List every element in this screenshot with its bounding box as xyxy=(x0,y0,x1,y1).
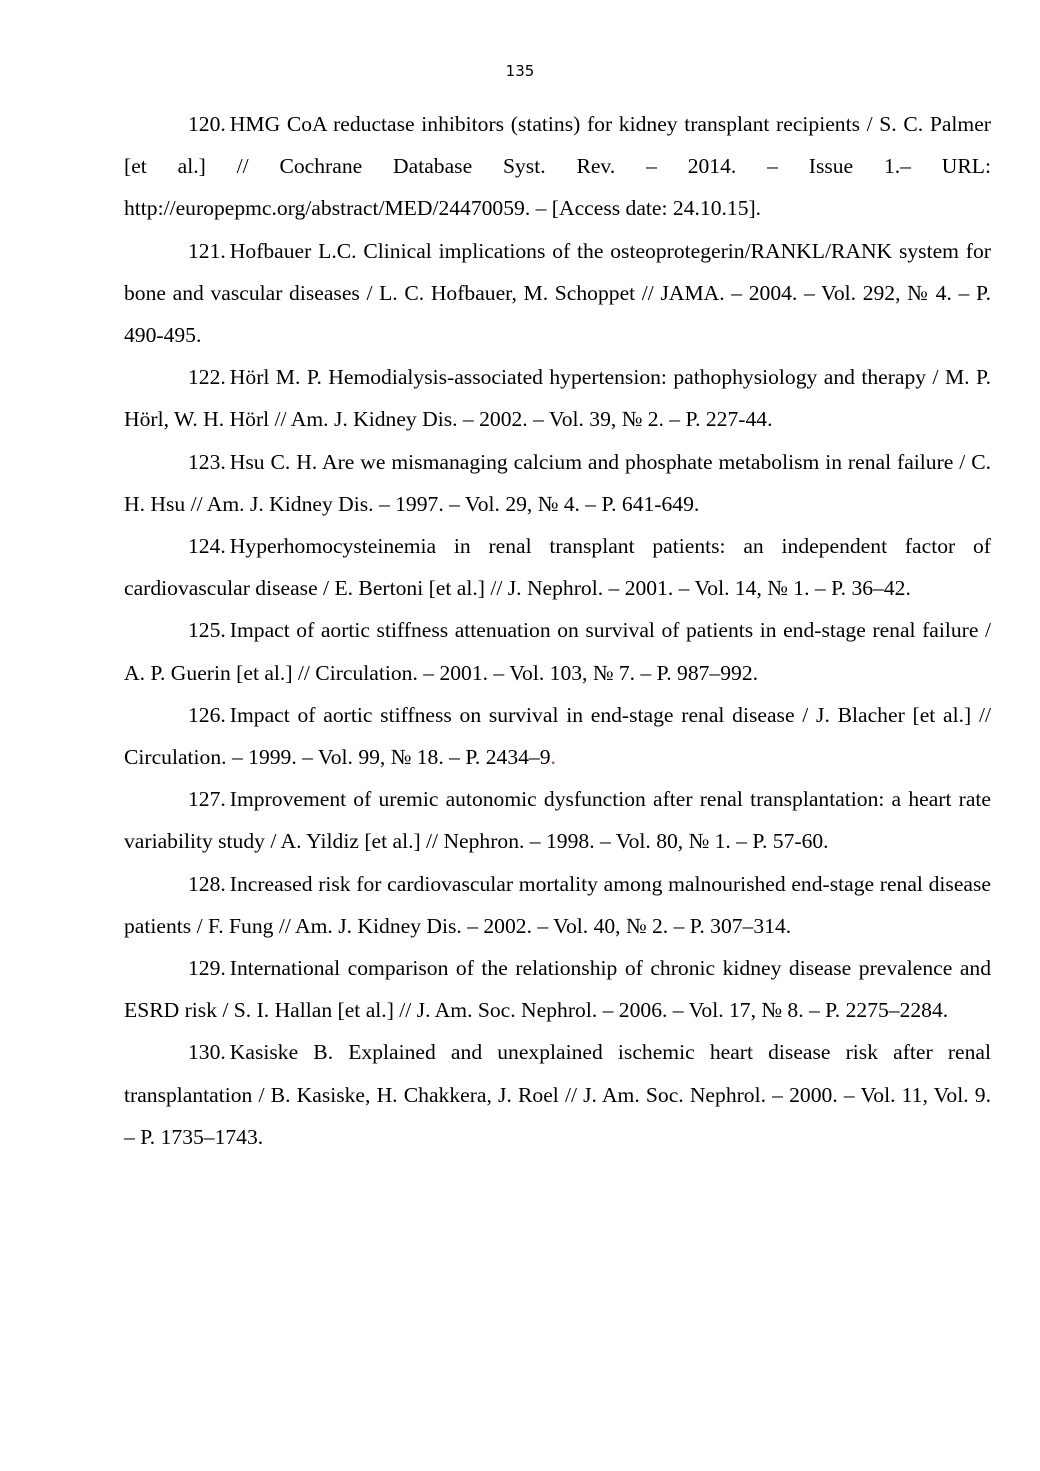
reference-text: Impact of aortic stiffness on survival in end-stage renal disease / J. Blacher [et al.] // Circulation. – 1999. – Vol. 99, № 18. – P. 2434–9 xyxy=(124,702,991,770)
reference-item xyxy=(124,441,991,525)
reference-number: 128. xyxy=(188,871,226,896)
reference-text: Hörl M. P. Hemodialysis-associated hypertension: pathophysiology and therapy / M. P. Hörl, W. H. Hörl // Am. J. Kidney Dis. – 2002. – Vol. 39, № 2. – P. 227-44. xyxy=(124,365,991,432)
reference-number: 127. xyxy=(188,787,226,812)
reference-item xyxy=(124,103,991,230)
reference-text: Hyperhomocysteinemia in renal transplant patients: an independent factor of cardiovascular disease / E. Bertoni [et al.] // J. Nephrol. – 2001. – Vol. 14, № 1. – P. 36–42. xyxy=(124,534,991,601)
reference-item xyxy=(124,356,991,440)
page-number: 135 xyxy=(505,62,535,80)
reference-number: 123. xyxy=(188,449,226,474)
reference-number: 122. xyxy=(188,365,226,390)
reference-number: 129. xyxy=(188,956,226,981)
reference-number: 126. xyxy=(188,702,226,727)
reference-text: Hofbauer L.C. Clinical implications of the osteoprotegerin/RANKL/RANK system for bone and vascular diseases / L. C. Hofbauer, M. Schoppet // JAMA. – 2004. – Vol. 292, № 4. – P. 490-495. xyxy=(124,238,991,348)
reference-text: Kasiske B. Explained and unexplained ischemic heart disease risk after renal transplantation / B. Kasiske, H. Chakkera, J. Roel // J. Am. Soc. Nephrol. – 2000. – Vol. 11, Vol. 9. – P. 1735–1743. xyxy=(124,1040,991,1149)
reference-item xyxy=(124,609,991,693)
reference-number: 124. xyxy=(188,534,226,559)
reference-number: 121. xyxy=(188,238,226,263)
reference-item xyxy=(124,863,991,947)
reference-item xyxy=(124,778,991,862)
reference-tail: . xyxy=(550,745,556,770)
reference-text: Increased risk for cardiovascular mortality among malnourished end-stage renal disease patients / F. Fung // Am. J. Kidney Dis. – 2002. – Vol. 40, № 2. – P. 307–314. xyxy=(124,871,991,938)
reference-text: Improvement of uremic autonomic dysfunction after renal transplantation: a heart rate variability study / A. Yildiz [et al.] // Nephron. – 1998. – Vol. 80, № 1. – P. 57-60. xyxy=(124,787,991,854)
reference-text: Hsu C. H. Are we mismanaging calcium and phosphate metabolism in renal failure / C. H. Hsu // Am. J. Kidney Dis. – 1997. – Vol. 29, № 4. – P. 641-649. xyxy=(124,449,991,516)
reference-text: International comparison of the relationship of chronic kidney disease prevalence and ESRD risk / S. I. Hallan [et al.] // J. Am. Soc. Nephrol. – 2006. – Vol. 17, № 8. – P. 2275–2284. xyxy=(124,956,991,1023)
reference-text: HMG CoA reductase inhibitors (statins) for kidney transplant recipients / S. C. Palmer [et al.] // Cochrane Database Syst. Rev. – 2014. – Issue 1.– URL: http://europepmc.org/abstract/MED/24470059. – [Access date: 24.10.15]. xyxy=(124,112,991,221)
reference-number: 120. xyxy=(188,112,226,136)
reference-item xyxy=(124,694,991,778)
reference-item xyxy=(124,947,991,1031)
reference-item xyxy=(124,525,991,609)
reference-number: 130. xyxy=(188,1040,226,1065)
reference-number: 125. xyxy=(188,618,226,643)
reference-list xyxy=(124,103,991,1158)
reference-text: Impact of aortic stiffness attenuation on survival of patients in end-stage renal failure / A. P. Guerin [et al.] // Circulation. – 2001. – Vol. 103, № 7. – P. 987–992. xyxy=(124,618,991,685)
reference-item xyxy=(124,1031,991,1158)
reference-item xyxy=(124,230,991,357)
